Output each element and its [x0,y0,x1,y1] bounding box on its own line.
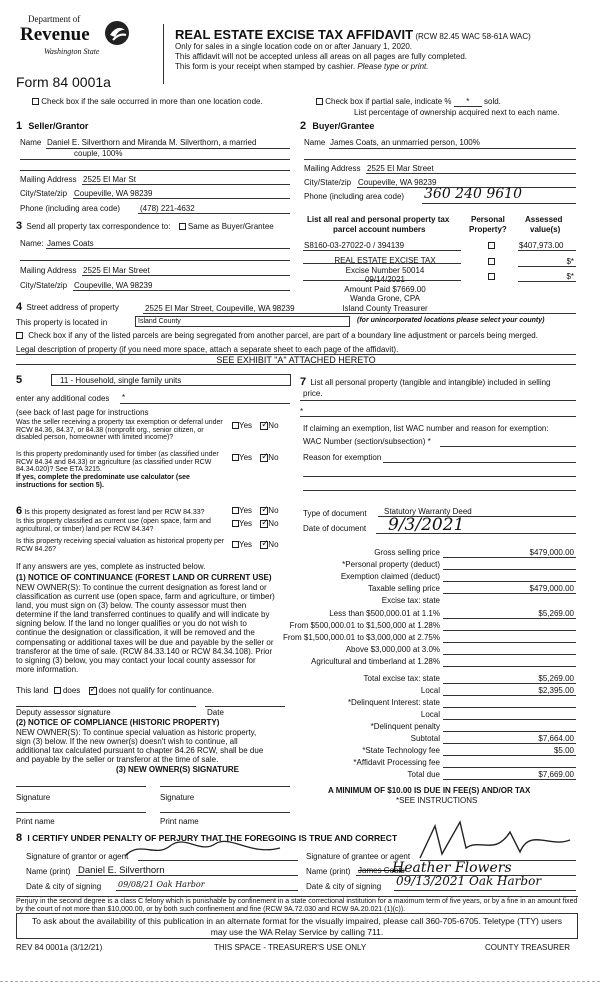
grantee-sig-label: Signature of grantee or agent [306,852,411,861]
owner-print-1-label: Print name [16,817,55,826]
buyer-city-label: City/State/zip [304,178,352,187]
section7-row [300,376,551,388]
s5-q2b: If yes, complete the predominate use calculator (see instructions for section 5). [16,474,190,489]
continuance-row [16,686,214,695]
unincorp-note: (for unincorporated locations please select your county) [357,317,545,324]
use-code-value: 11 - Household, single family units [60,376,182,385]
dept-logo [20,14,135,74]
perjury-text: Perjury in the second degree is a class C felony which is punishable by confinement in a state correctional institution for a maximum term of five years, or by a fine in an amount fixed by the court of not more than $10,000.00, or by both such confinement and fine (RCW 9A.72.030 and RCW 9A.20.021 (1)(c)). [16,898,578,913]
washington-logo-icon [104,20,130,46]
add-codes-value[interactable]: * [122,393,126,402]
seller-city-label: City/State/zip [20,189,68,198]
section4-num: 4 [16,301,23,313]
seller-phone[interactable]: (478) 221-4632 [140,204,195,213]
wac-value[interactable]: * [427,437,431,446]
wac-row [303,437,431,446]
seller-heading: Seller/Grantor [28,121,89,131]
tax-row [300,548,576,559]
sub-line-2: This affidavit will not be accepted unless all areas on all pages are fully completed. [175,52,468,61]
see-back: (see back of last page for instructions [16,408,149,417]
section7-label-1: List all personal property (tangible and intangible) included in selling [310,378,551,387]
notice3-title: (3) NEW OWNER(S) SIGNATURE [116,765,239,774]
s6-q3-no-checkbox[interactable] [260,541,268,549]
tax-label: From $1,500,000.01 to $3,000,000 at 2.75% [282,633,440,642]
partial-note: List percentage of ownership acquired next to each name. [354,108,560,117]
s5-q1: Was the seller receiving a property tax exemption or deferral under RCW 84.36, 84.37, or 84.38 (nonprofit org., senior citizen, or disabled person, homeowner with limited income)? [16,419,223,441]
parcel-head-assessed-1: Assessed [525,215,563,224]
minimum-note: A MINIMUM OF $10.00 IS DUE IN FEE(S) AND/OR TAX [328,786,531,795]
notice1-line: continue the designation or classification, it will be removed and the [16,628,255,638]
s6-q2-yes: Yes [239,519,253,528]
tax-label: Agricultural and timberland at 1.28% [311,657,440,666]
located-label: This property is located in [16,318,108,327]
notice2-title: (2) NOTICE OF COMPLIANCE (HISTORIC PROPERTY) [16,718,220,727]
same-as-buyer-checkbox[interactable] [179,223,186,230]
grantee-name-handwritten[interactable]: Heather Flowers [392,860,512,876]
s5-q1-no: No [268,421,279,430]
notice1-title: (1) NOTICE OF CONTINUANCE (FOREST LAND OR CURRENT USE) [16,573,272,582]
tax-label: Gross selling price [374,548,440,557]
boundary-row [16,331,538,340]
grantee-signature-scribble [400,818,576,862]
form-title: REAL ESTATE EXCISE TAX AFFIDAVIT [175,27,414,42]
stamp-line-5: Wanda Grone, CPA [350,294,420,303]
tax-label: Total excise tax: state [363,674,440,683]
multi-location-label: Check box if the sale occurred in more than one location code. [41,97,263,106]
this-land-label: This land [16,686,49,695]
partial-sale-pct[interactable]: * [454,97,482,107]
stamp-line-6: Island County Treasurer [342,303,428,313]
buyer-heading: Buyer/Grantee [312,121,375,131]
certify-text: I CERTIFY UNDER PENALTY OF PERJURY THAT THE FOREGOING IS TRUE AND CORRECT [27,833,398,843]
seller-mail-label: Mailing Address [20,175,77,184]
tax-label: Less than $500,000.01 at 1.1% [329,609,440,618]
section4-label: Street address of property [26,303,119,312]
doc-date-value[interactable]: 9/3/2021 [388,515,465,535]
section3-num: 3 [16,220,23,232]
perjury-notice [16,896,578,914]
form-number: Form 84 0001a [16,74,111,90]
buyer-name-label: Name [304,138,326,147]
section7-num: 7 [300,376,307,388]
footer-space: THIS SPACE - TREASURER'S USE ONLY [214,943,367,952]
tax-label: *Affidavit Processing fee [353,758,440,767]
partial-sale-label: Check box if partial sale, indicate % [325,97,452,106]
personal-property-checkbox-1[interactable] [488,242,495,249]
alt-format-text: To ask about the availability of this publication in an alternate format for the visually impaired, please call 360-705-6705. Teletype (TTY) users may use the WA Relay Service by calling 711. [32,916,562,937]
notice1-line: classification as current use (open space, farm and agriculture, or timber) [16,592,275,602]
tax-label: Excise tax: state [381,596,440,605]
buyer-city[interactable]: Coupeville, WA 98239 [358,178,437,187]
sub-line-3b: Please type or print. [357,62,429,71]
grantor-date-label: Date & city of signing [26,882,102,891]
buyer-heading-row [300,120,374,132]
section7-label-2: price. [303,389,323,398]
assessed-value-3[interactable]: $* [566,272,574,281]
buyer-name[interactable]: James Coats, an unmarried person, 100% [330,138,480,147]
notice1-line: compensating or additional taxes will be due and payable by the seller or [16,637,274,647]
tax-row [300,698,576,709]
grantee-name-label: Name (print) [306,867,351,876]
seller-phone-label: Phone (including area code) [20,204,121,213]
section3-name-label: Name: [20,239,44,248]
seller-name-1[interactable]: Daniel E. Silverthorn and Miranda M. Silverthorn, a married [47,138,257,147]
notice1-line: more information. [16,664,79,674]
tax-label: From $500,000.01 to $1,500,000 at 1.28% [289,621,440,630]
parcel-head-personal-2: Property? [469,225,507,234]
grantor-sig-label: Signature of grantor or agent [26,852,129,861]
notice1-line: determine if the land transferred continues to qualify and will indicate by [16,610,270,620]
tax-label: Above $3,000,000 at 3.0% [345,645,440,654]
tax-value[interactable]: $5.00 [553,746,574,755]
add-codes-label: enter any additional codes [16,394,110,403]
s5-q2-yes-checkbox[interactable] [232,454,239,461]
tax-row [300,770,576,781]
grantee-date[interactable]: 09/13/2021 Oak Harbor [396,874,542,888]
s6-q1-no-checkbox[interactable] [260,507,268,515]
buyer-mail[interactable]: 2525 El Mar Street [367,164,434,173]
s6-q1-answer [232,506,279,515]
tax-row [300,734,576,745]
section4-row [16,301,119,313]
tax-value[interactable]: $5,269.00 [538,674,574,683]
s5-q2-no: No [268,453,279,462]
parcel-head-personal-1: Personal [471,215,505,224]
alt-format-box [16,913,578,939]
notice1-text [16,583,275,674]
tax-row [300,657,576,668]
tax-row [300,758,576,769]
seller-mail[interactable]: 2525 El Mar St [83,175,136,184]
notice2-text [16,728,263,764]
tax-value[interactable]: $5,269.00 [538,609,574,618]
s6-q1-no: No [268,506,279,515]
tax-row [300,609,576,620]
same-as-buyer-label: Same as Buyer/Grantee [187,222,274,231]
does-not-label: does not qualify for continuance. [98,686,214,695]
tax-label: *Personal property (deduct) [342,560,440,569]
dept-line1: Department of [28,14,81,24]
tax-row [289,621,576,632]
does-label: does [62,686,81,695]
does-checkbox[interactable] [54,687,61,694]
county-value: Island County [138,318,181,325]
reason-label: Reason for exemption [303,453,382,462]
owner-signature-2-label: Signature [160,793,195,802]
stamp-line-1: REAL ESTATE EXCISE TAX [334,256,436,265]
form-title-row [175,27,531,42]
section6-num: 6 [16,505,23,517]
buyer-num: 2 [300,120,307,132]
tax-label: Exemption claimed (deduct) [340,572,440,581]
s6-q1-yes: Yes [239,506,253,515]
section3-mail-label: Mailing Address [20,266,77,275]
footer-rev: REV 84 0001a (3/12/21) [16,943,103,952]
owner-signature-1-label: Signature [16,793,51,802]
parcel-head-1: List all real and personal property tax [307,215,450,224]
notice2-line: additional tax calculated pursuant to chapter 84.26 RCW, shall be due [16,746,264,756]
grantor-signature-scribble [120,836,290,862]
notice1-line: NEW OWNER(S): To continue the current designation as forest land or [16,583,267,592]
sub-line-3-row [175,62,428,71]
grantor-date[interactable]: 09/08/21 Oak Harbor [118,880,205,889]
personal-property-checkbox-3[interactable] [488,273,495,280]
county-select[interactable] [135,316,350,327]
tax-label: *State Technology fee [362,746,440,755]
s5-q1-answer [232,421,279,430]
tax-row [300,584,576,595]
seller-heading-row [16,120,88,132]
partial-sale-checkbox[interactable] [316,98,323,105]
assessed-value-1[interactable]: $407,973.00 [519,241,564,250]
notice1-line: transferor at the time of sale. (RCW 84.33.140 or RCW 84.34.108). Prior [16,646,273,656]
footer-county: COUNTY TREASURER [485,943,571,952]
s6-q3-yes-checkbox[interactable] [232,541,239,548]
tax-value[interactable]: $2,395.00 [538,686,574,695]
s6-q1-row [16,505,205,517]
tax-row [300,710,576,721]
notice1-line: to signing (3) below, you may contact your local county assessor for [16,655,256,665]
seller-num: 1 [16,120,23,132]
tax-value[interactable]: $7,669.00 [538,770,574,779]
s6-q3-no: No [268,540,279,549]
s6-q3-answer [232,540,279,549]
tax-value[interactable]: $479,000.00 [529,548,574,557]
seller-name-2[interactable]: couple, 100% [74,149,123,158]
exhibit-ref[interactable]: SEE EXHIBIT "A" ATTACHED HERETO [216,355,376,365]
tax-row [300,722,576,733]
s6-q3: Is this property receiving special valuation as historical property per RCW 84.26? [16,538,225,553]
boundary-label: Check box if any of the listed parcels are being segregated from another parcel, are part of a boundary line adjustment or parcels being merged. [28,331,538,340]
s5-q2: Is this property predominantly used for timber (as classified under RCW 84.34 and 84.33) or agriculture (as classified under RCW 84.34.020)? See ETA 3215. [16,451,219,473]
s6-q2-no-checkbox[interactable] [260,520,268,528]
deputy-signature-label: Deputy assessor signature [16,708,111,717]
section3-label: Send all property tax correspondence to: [26,222,171,231]
tax-label: Subtotal [410,734,440,743]
section3-city-label: City/State/zip [20,281,68,290]
grantee-name[interactable]: James Coats [358,866,405,875]
tax-row [300,674,576,685]
legal-label: Legal description of property (if you need more space, attach a separate sheet to each page of the affidavit). [16,345,399,354]
s6-q3-yes: Yes [239,540,253,549]
multi-location-checkbox[interactable] [32,98,39,105]
section3-mail[interactable]: 2525 El Mar Street [83,266,150,275]
doc-type-label: Type of document [303,509,367,518]
doc-date-label: Date of document [303,524,367,533]
stamp-line-4: Amount Paid $7669.00 [344,284,426,294]
s6-q1-yes-checkbox[interactable] [232,507,239,514]
s6-q2-no: No [268,519,279,528]
section3-row [16,220,274,232]
tax-value[interactable]: $479,000.00 [529,584,574,593]
multi-location-row [32,97,263,106]
s6-q2: Is this property classified as current use (open space, farm and agricultural, or timber) land per RCW 84.34? [16,518,211,533]
grantor-name-label: Name (print) [26,867,71,876]
notice2-line: NEW OWNER(S): To continue special valuation as historic property, [16,728,257,737]
owner-print-2-label: Print name [160,817,199,826]
notice2-line: sign (3) below. If the new owner(s) doesn't wish to continue, all [16,737,238,747]
tax-row [300,560,576,571]
s5-q1-yes: Yes [239,421,253,430]
wac-label: WAC Number (section/subsection) [303,437,426,446]
tax-row [300,596,576,607]
dept-line2: Revenue [20,24,90,45]
excise-stamp [325,256,445,313]
partial-sale-row [316,97,501,107]
dept-line3: Washington State [44,47,100,56]
deputy-date-label: Date [207,708,224,717]
tax-row [300,572,576,583]
stamp-line-2: Excise Number 50014 [345,265,425,275]
section5-num: 5 [16,374,23,386]
form-title-ref: (RCW 82.45 WAC 58-61A WAC) [415,32,531,41]
tax-label: Total due [407,770,440,779]
seller-city[interactable]: Coupeville, WA 98239 [74,189,153,198]
does-not-checkbox[interactable] [89,687,97,695]
parcel-head-2: parcel account numbers [333,225,426,234]
section8-num: 8 [16,832,23,844]
tax-row [300,686,576,697]
personal-property-checkbox-2[interactable] [488,258,495,265]
buyer-phone-label: Phone (including area code) [304,192,405,201]
s5-q2-no-checkbox[interactable] [260,454,268,462]
buyer-phone[interactable]: 360 240 9610 [424,186,522,202]
assessed-value-2[interactable]: $* [566,257,574,266]
boundary-checkbox[interactable] [16,332,23,339]
see-instructions: *SEE INSTRUCTIONS [396,796,478,805]
s6-q2-answer [232,519,279,528]
grantor-name[interactable]: Daniel E. Silverthorn [78,865,165,876]
buyer-mail-label: Mailing Address [304,164,361,173]
if-any-yes: If any answers are yes, complete as instructed below. [16,562,206,571]
tax-label: *Delinquent Interest: state [347,698,440,707]
tax-value[interactable]: $7,664.00 [538,734,574,743]
section3-name[interactable]: James Coats [47,239,94,248]
parcel-head-assessed-2: value(s) [530,225,561,234]
notice1-line: signing below. If the land no longer qualifies or you do not wish to [16,619,247,629]
use-code-select[interactable] [51,374,291,386]
notice1-line: land, you must sign on (3) below. The county assessor must then [16,601,247,611]
sub-line-3: This form is your receipt when stamped by cashier. [175,62,356,71]
parcel-1[interactable]: S8160-03-27022-0 / 394139 [304,241,405,250]
seller-name-label: Name [20,138,42,147]
grantee-date-label: Date & city of signing [306,882,382,891]
tax-row [300,645,576,656]
s5-q1-no-checkbox[interactable] [260,422,268,430]
tax-label: Local [420,686,440,695]
s5-q2-answer [232,453,279,462]
tax-row [282,633,576,644]
tax-label: Local [420,710,440,719]
notice2-line: and payable by the seller or transferor at the time of sale. [16,755,219,765]
s6-q2-yes-checkbox[interactable] [232,520,239,527]
sub-line-1: Only for sales in a single location code on or after January 1, 2020. [175,42,413,51]
tax-label: Taxable selling price [367,584,440,593]
doc-type-value[interactable]: Statutory Warranty Deed [384,507,472,516]
s5-q1-yes-checkbox[interactable] [232,422,239,429]
property-address[interactable]: 2525 El Mar Street, Coupeville, WA 98239 [145,304,295,313]
partial-sale-sold: sold. [484,97,501,106]
stamp-line-3: 09/14/2021 [364,275,406,284]
s6-q1: Is this property designated as forest land per RCW 84.33? [24,509,205,516]
section3-city[interactable]: Coupeville, WA 98239 [74,281,153,290]
s5-q2-yes: Yes [239,453,253,462]
exemption-label: If claiming an exemption, list WAC number and reason for exemption: [303,424,549,433]
tax-label: *Delinquent penalty [370,722,440,731]
personal-property-value[interactable]: * [300,407,304,416]
tax-row [300,746,576,757]
